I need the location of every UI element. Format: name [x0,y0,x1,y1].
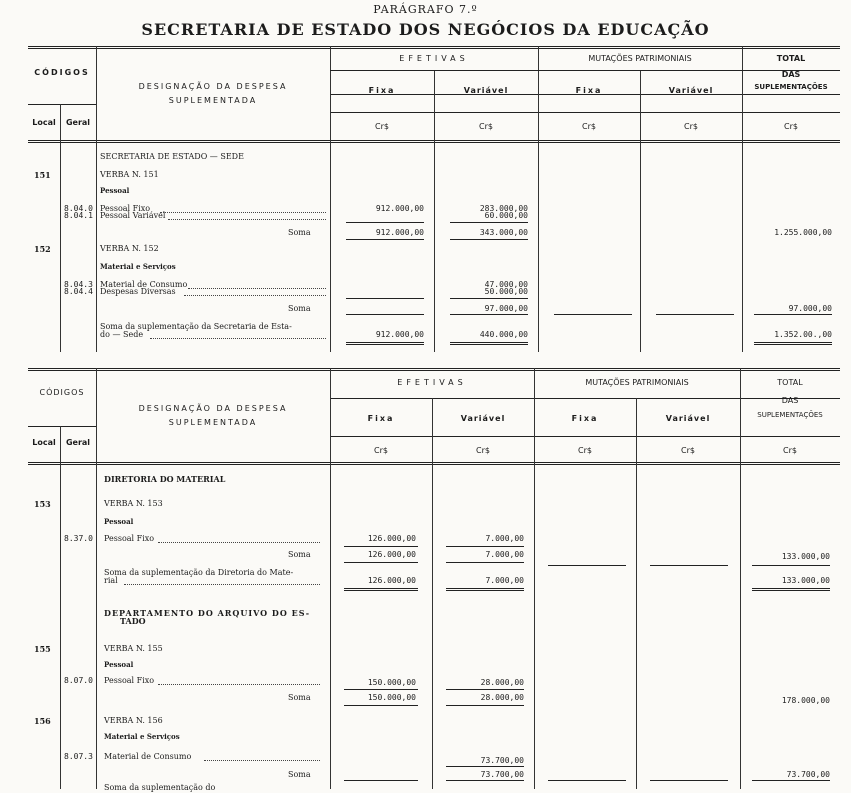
soma-label: Soma [288,304,311,313]
total-header-line2: DAS [781,396,799,405]
designacao-header-line2: SUPLEMENTADA [168,418,258,427]
section-title: TADO [120,616,146,626]
verba-label: VERBA N. 155 [104,644,163,653]
currency-mut-fixa: Cr$ [582,122,596,131]
geral-code: 8.04.0 [64,204,93,213]
soma-variavel: 28.000,00 [480,693,524,702]
codigos-header: CÓDIGOS [34,68,90,77]
mutacoes-fixa-header: Fixa [571,414,599,423]
soma-label: Soma [288,693,311,702]
designacao-header-line2: SUPLEMENTADA [168,96,258,105]
total-value: 73.700,00 [786,770,830,779]
variavel-value: 60.000,00 [484,211,528,220]
currency-total: Cr$ [784,122,798,131]
mutacoes-variavel-header: Variável [668,86,714,95]
soma-sup-total: 133.000,00 [781,576,830,585]
geral-code: 8.07.0 [64,676,93,685]
variavel-value: 73.700,00 [480,756,524,765]
geral-code: 8.37.0 [64,534,93,543]
geral-header: Geral [65,118,91,127]
geral-code: 8.04.4 [64,287,93,296]
verba-local-code: 155 [34,644,51,654]
local-header: Local [32,438,56,447]
section-title: DIRETORIA DO MATERIAL [104,474,226,484]
soma-variavel: 73.700,00 [480,770,524,779]
currency-fixa: Cr$ [374,446,388,455]
soma-suplementacao-label: rial [104,576,118,585]
expense-label: Material de Consumo [104,752,192,761]
soma-fixa: 126.000,00 [367,550,416,559]
soma-suplementacao-label: do — Sede [100,330,144,339]
soma-variavel: 7.000,00 [485,550,524,559]
variavel-value: 283.000,00 [479,204,528,213]
mutacoes-variavel-header: Variável [665,414,711,423]
variavel-value: 47.000,00 [484,280,528,289]
currency-variavel: Cr$ [479,122,493,131]
soma-label: Soma [288,770,311,779]
geral-header: Geral [65,438,91,447]
soma-sup-fixa: 126.000,00 [367,576,416,585]
efetivas-header: EFETIVAS [399,54,469,63]
soma-sup-total: 1.352.00.,00 [774,330,832,339]
expense-label: Pessoal Fixo [104,534,155,543]
total-header-line1: TOTAL [777,378,803,387]
soma-sup-variavel: 7.000,00 [485,576,524,585]
section-title: SECRETARIA DE ESTADO — SEDE [100,152,244,161]
group-label: Pessoal [104,660,134,669]
currency-mut-variavel: Cr$ [684,122,698,131]
local-header: Local [32,118,56,127]
total-value: 1.255.000,00 [774,228,832,237]
verba-label: VERBA N. 151 [100,170,159,179]
expense-label: Despesas Diversas [100,287,176,296]
group-label: Pessoal [100,186,130,195]
designacao-header-line1: DESIGNAÇÃO DA DESPESA [138,404,288,413]
fixa-value: 912.000,00 [375,204,424,213]
soma-suplementacao-label: Soma da suplementação da Diretoria do Mate- [104,568,294,577]
soma-variavel: 97.000,00 [484,304,528,313]
mutacoes-header: MUTAÇÕES PATRIMONIAIS [585,378,689,387]
variavel-value: 50.000,00 [484,287,528,296]
total-value: 97.000,00 [788,304,832,313]
soma-label: Soma [288,228,311,237]
geral-code: 8.04.3 [64,280,93,289]
expense-label: Pessoal Fixo [104,676,155,685]
currency-fixa: Cr$ [375,122,389,131]
efetivas-fixa-header: Fixa [367,414,395,423]
fixa-value: 150.000,00 [367,678,416,687]
total-value: 133.000,00 [781,552,830,561]
verba-label: VERBA N. 156 [104,716,163,725]
soma-fixa: 150.000,00 [367,693,416,702]
geral-code: 8.07.3 [64,752,93,761]
efetivas-variavel-header: Variável [463,86,509,95]
soma-fixa: 912.000,00 [375,228,424,237]
expense-label: Pessoal Fixo [100,204,151,213]
variavel-value: 7.000,00 [485,534,524,543]
expense-label: Pessoal Variável [100,211,166,220]
verba-local-code: 152 [34,244,51,254]
total-header-line3: SUPLEMENTAÇÕES [754,83,828,91]
verba-local-code: 153 [34,499,51,509]
secretaria-title: SECRETARIA DE ESTADO DOS NEGÓCIOS DA EDUCAÇÃO [141,20,710,39]
verba-label: VERBA N. 152 [100,244,159,253]
total-header-line1: TOTAL [776,54,806,63]
currency-variavel: Cr$ [476,446,490,455]
soma-sup-fixa: 912.000,00 [375,330,424,339]
codigos-header: CÓDIGOS [39,388,85,397]
soma-variavel: 343.000,00 [479,228,528,237]
soma-label: Soma [288,550,311,559]
efetivas-header: EFETIVAS [397,378,467,387]
efetivas-fixa-header: Fixa [368,86,396,95]
expense-label: Material de Consumo [100,280,188,289]
variavel-value: 28.000,00 [480,678,524,687]
mutacoes-header: MUTAÇÕES PATRIMONIAIS [588,54,692,63]
efetivas-variavel-header: Variável [460,414,506,423]
geral-code: 8.04.1 [64,211,93,220]
currency-total: Cr$ [783,446,797,455]
soma-suplementacao-label: Soma da suplementação do [104,783,216,792]
section-title: DEPARTAMENTO DO ARQUIVO DO ES- [104,608,311,618]
total-header-line3: SUPLEMENTAÇÕES [757,411,823,419]
total-header-line2: DAS [781,70,801,79]
mutacoes-fixa-header: Fixa [575,86,603,95]
group-label: Material e Serviços [104,732,180,741]
expense-table-2 [28,368,840,792]
designacao-header-line1: DESIGNAÇÃO DA DESPESA [138,82,288,91]
soma-sup-variavel: 440.000,00 [479,330,528,339]
currency-mut-fixa: Cr$ [578,446,592,455]
group-label: Pessoal [104,517,134,526]
group-label: Material e Serviços [100,262,176,271]
paragraph-number: PARÁGRAFO 7.º [373,3,478,16]
soma-suplementacao-label: Soma da suplementação da Secretaria de Esta- [100,322,292,331]
expense-table-1 [28,46,840,352]
fixa-value: 126.000,00 [367,534,416,543]
currency-mut-variavel: Cr$ [681,446,695,455]
verba-local-code: 151 [34,170,51,180]
total-value: 178.000,00 [781,696,830,705]
verba-local-code: 156 [34,716,51,726]
verba-label: VERBA N. 153 [104,499,163,508]
